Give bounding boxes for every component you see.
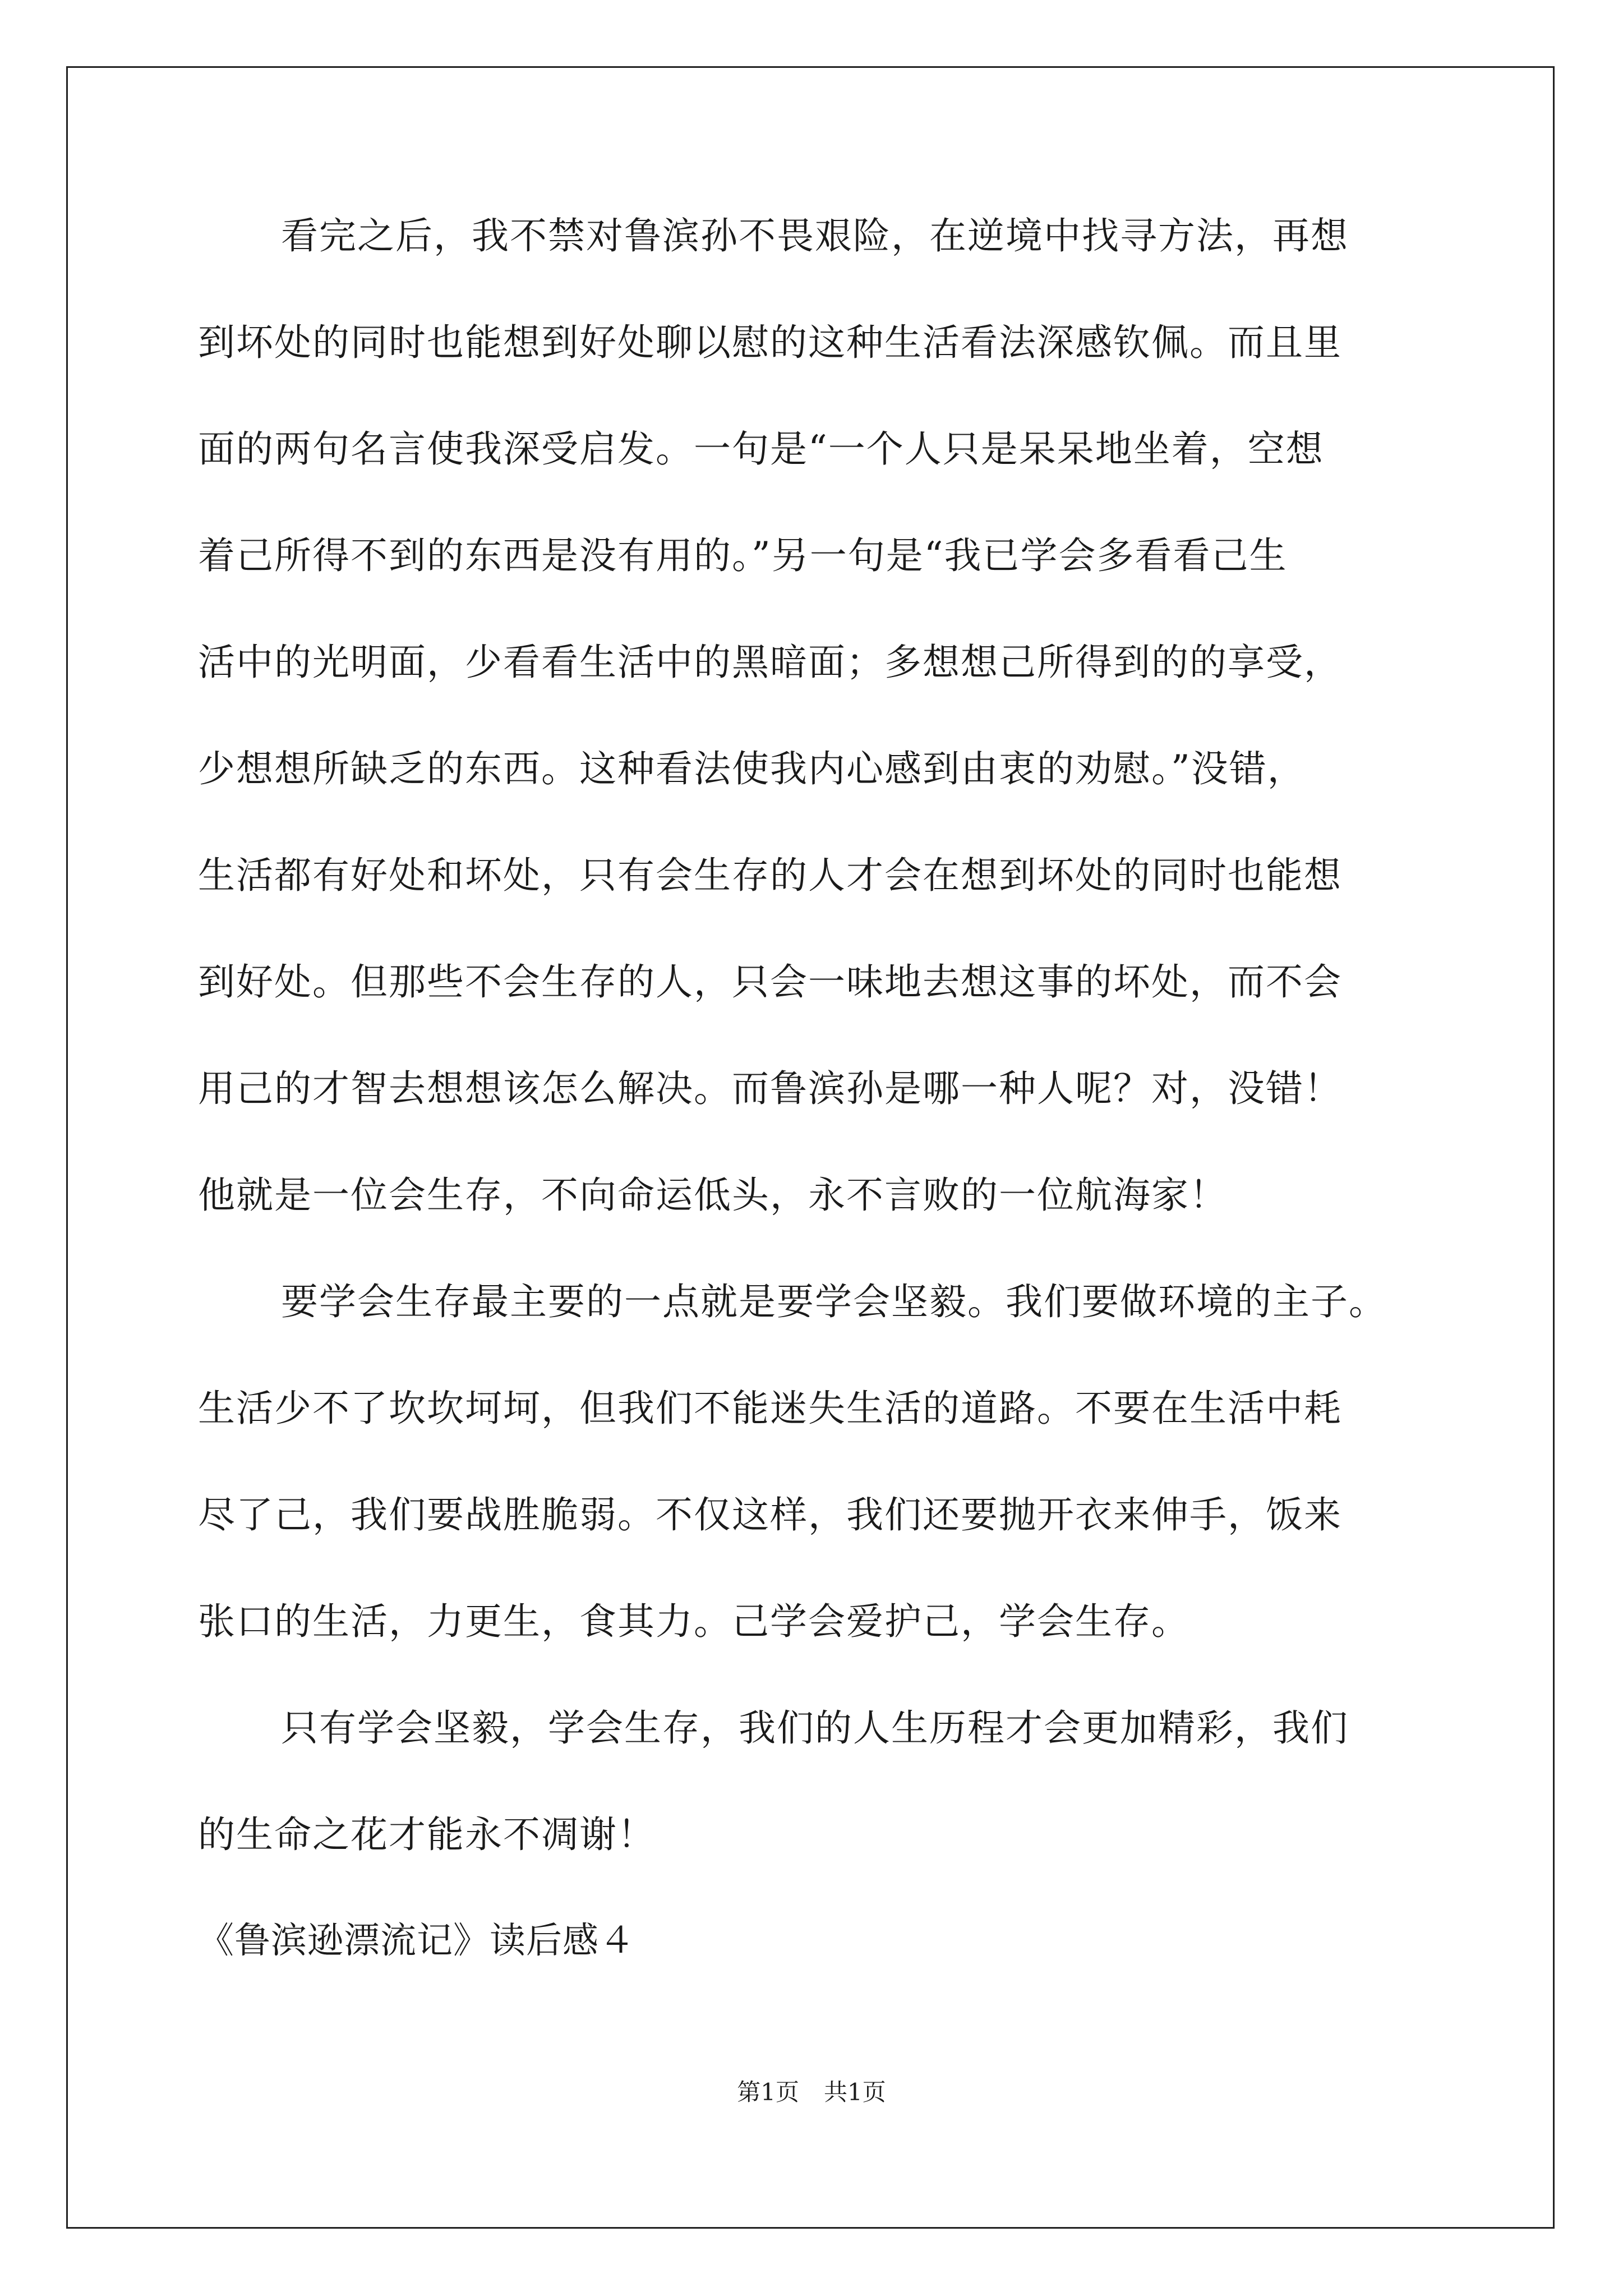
paragraph-line: 到坏处的同时也能想到好处聊以慰的这种生活看法深感钦佩。而且里 — [198, 321, 1342, 364]
paragraph-line: 少想想所缺乏的东西。这种看法使我内心感到由衷的劝慰。”没错， — [198, 747, 1306, 790]
paragraph-line: 活中的光明面，少看看生活中的黑暗面；多想想己所得到的的享受， — [198, 641, 1342, 684]
section-heading: 《鲁滨逊漂流记》读后感４ — [198, 1920, 635, 1962]
document-body — [198, 214, 1465, 2030]
paragraph-line: 张口的生活，力更生，食其力。己学会爱护己，学会生存。 — [198, 1600, 1189, 1643]
paragraph-line: 着己所得不到的东西是没有用的。”另一句是“我已学会多看看己生 — [198, 534, 1288, 577]
paragraph-line: 看完之后，我不禁对鲁滨孙不畏艰险，在逆境中找寻方法，再想 — [281, 214, 1349, 257]
paragraph-line: 他就是一位会生存，不向命运低头，永不言败的一位航海家！ — [198, 1174, 1228, 1217]
page-total: 共1页 — [824, 2078, 886, 2106]
paragraph-line: 尽了己，我们要战胜脆弱。不仅这样，我们还要抛开衣来伸手，饭来 — [198, 1493, 1342, 1536]
page-footer — [0, 2078, 1623, 2106]
paragraph-line: 要学会生存最主要的一点就是要学会坚毅。我们要做环境的主子。 — [281, 1280, 1387, 1323]
paragraph-line: 只有学会坚毅，学会生存，我们的人生历程才会更加精彩，我们 — [281, 1706, 1349, 1750]
paragraph-line: 到好处。但那些不会生存的人，只会一味地去想这事的坏处，而不会 — [198, 960, 1342, 1004]
paragraph-line: 面的两句名言使我深受启发。一句是“一个人只是呆呆地坐着，空想 — [198, 427, 1324, 471]
paragraph-line: 生活少不了坎坎坷坷，但我们不能迷失生活的道路。不要在生活中耗 — [198, 1387, 1342, 1430]
paragraph-line: 用己的才智去想想该怎么解决。而鲁滨孙是哪一种人呢？对，没错！ — [198, 1067, 1342, 1110]
page-number: 第1页 — [737, 2078, 799, 2106]
paragraph-line: 的生命之花才能永不凋谢！ — [198, 1813, 656, 1856]
paragraph-line: 生活都有好处和坏处，只有会生存的人才会在想到坏处的同时也能想 — [198, 854, 1342, 897]
